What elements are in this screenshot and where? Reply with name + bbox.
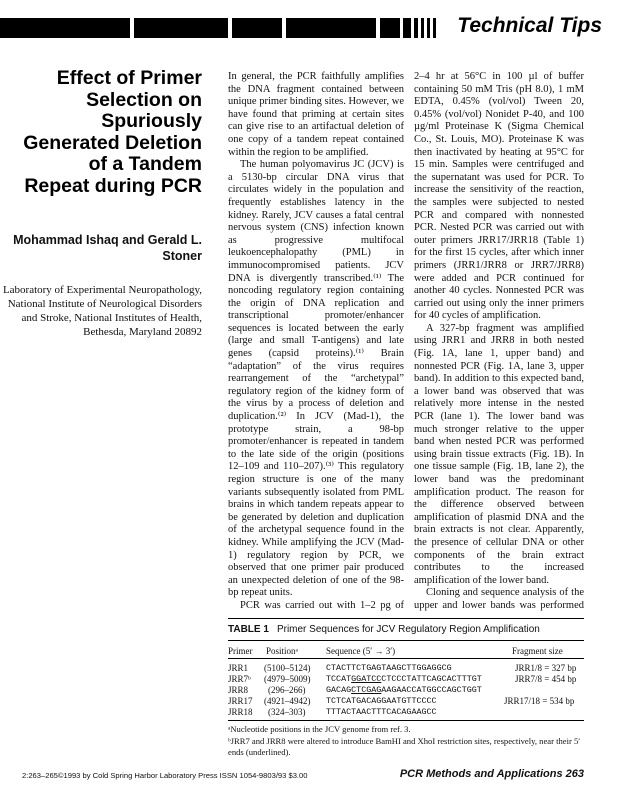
article-title: Effect of Primer Selection on Spuriously Generated Deletion of a Tandem Repeat during PCR xyxy=(23,67,202,197)
header-bar-block xyxy=(433,18,436,38)
body-column-1 xyxy=(228,71,404,611)
table-caption xyxy=(228,624,540,635)
table-cell-position: (5100–5124) xyxy=(264,663,311,673)
table-label: TABLE 1 xyxy=(228,624,269,635)
table-title: Primer Sequences for JCV Regulatory Region Amplification xyxy=(276,624,540,635)
header-bar-block xyxy=(380,18,400,38)
table-bottom-rule xyxy=(228,720,584,721)
journal-page-number: PCR Methods and Applications 263 xyxy=(399,768,584,780)
header-bar-block xyxy=(232,18,282,38)
table-cell-fragment-size: JRR17/18 = 534 bp xyxy=(504,696,575,706)
header-bar xyxy=(0,0,620,40)
affiliation: Laboratory of Experimental Neuropathology, National Institute of Neurological Disorders and Stroke, National Institutes of Health, Bethesda, Maryland 20892 xyxy=(2,284,202,338)
header-bar-block xyxy=(134,18,228,38)
table-cell-fragment-size: JRR7/8 = 454 bp xyxy=(515,674,577,684)
table-header-rule-bottom xyxy=(228,658,584,659)
authors: Mohammad Ishaq and Gerald L. Stoner xyxy=(13,233,202,263)
table-cell-fragment-size: JRR1/8 = 327 bp xyxy=(515,663,577,673)
header-bar-block xyxy=(421,18,424,38)
table-top-rule xyxy=(228,618,584,619)
header-bar-block xyxy=(414,18,418,38)
table-cell-primer: JRR7ᵇ xyxy=(228,674,251,684)
table-header-position: Positionᵃ xyxy=(266,646,298,656)
table-header-primer: Primer xyxy=(228,646,253,656)
table-cell-primer: JRR17 xyxy=(228,696,253,706)
table-header-rule-top xyxy=(228,640,584,641)
paragraph: 2–4 hr at 56°C in 100 µl of buffer containing 50 mM Tris (pH 8.0), 1 mM EDTA, 0.45% (vol/vol) Tween 20, 0.45% (vol/vol) Nonidet P-40, and 100 µg/ml Proteinase K (Sigma Chemical Co., St. Louis, MO). Proteinase K was then inactivated by heating at 95°C for 15 min. Samples were centrifuged and the supernatant was used for PCR. To increase the sensitivity of the reaction, the samples were subjected to nested PCR and compared with nonnested PCR. Nested PCR was carried out with outer primers JRR17/JRR18 (Table 1) for the first 15 cycles, after which inner primers (JRR1/JRR8 or JRR7/JRR8) were added and PCR continued for another 40 cycles. Nonnested PCR was carried out using only the inner primers for 40 cycles of amplification. xyxy=(414,71,584,322)
table-cell-primer: JRR1 xyxy=(228,663,249,673)
table-cell-sequence: CTACTTCTGAGTAAGCTTGGAGGCG xyxy=(326,663,452,673)
table-cell-primer: JRR8 xyxy=(228,685,249,695)
paragraph: The human polyomavirus JC (JCV) is a 5130-bp circular DNA virus that circulates widely in the population and frequently establishes latency in the kidney. Rarely, JCV causes a fatal central nervous system (CNS) infection known as progressive multifocal leukoencephalopathy (PML) in immunocompromised patients. JCV DNA is divergently transcribed.⁽¹⁾ The noncoding regulatory region containing the origin of DNA replication and transcriptional promoter/enhancer sequences is located between the early (large and small T-antigens) and late genes (capsid proteins).⁽¹⁾ Brain “adaptation” of the virus requires rearrangement of the “archetypal” regulatory region of the kidney form of the virus by a process of deletion and duplication.⁽²⁾ In JCV (Mad-1), the prototype strain, a 98-bp promoter/enhancer is repeated in tandem to the late side of the origin (positions 12–109 and 110–207).⁽³⁾ This regulatory region structure is one of the many variants subsequently isolated from PML brains in which tandem repeats appear to be generated by deletion and duplication of the archetypal sequence found in the kidney. While amplifying the JCV (Mad-1) regulatory region by PCR, we observed that one primer pair produced an unexpected deletion of one of the 98-bp repeat units. xyxy=(228,159,404,599)
table-cell-sequence: TCTCATGACAGGAATGTTCCCC xyxy=(326,696,437,706)
table-cell-sequence: TTTACTAACTTTCACAGAAGCC xyxy=(326,707,437,717)
copyright-line: 2:263–265©1993 by Cold Spring Harbor Laboratory Press ISSN 1054-9803/93 $3.00 xyxy=(22,771,308,780)
table-cell-position: (4921–4942) xyxy=(264,696,311,706)
paragraph: In general, the PCR faithfully amplifies the DNA fragment contained between unique primer binding sites. However, we have found that priming at certain sites can give rise to an artifactual deletion of one copy of a tandem repeat contained within the region to be amplified. xyxy=(228,71,404,158)
paragraph: A 327-bp fragment was amplified using JRR1 and JRR8 in both nested (Fig. 1A, lane 1, upper band) and nonnested PCR (Fig. 1A, lane 3, upper band). In addition to this expected band, a lower band was observed that was relatively more intense in the nested PCR (lane 1). The lower band was much stronger relative to the upper band when nested PCR was performed using brain tissue extracts (Fig. 1B). In one tissue sample (Fig. 1B, lane 2), the lower band was the predominant amplification product. The reason for the difference observed between amplification of plasmid DNA and the brain extracts is not clear. Apparently, the presence of cellular DNA or other components of the brain extract contributes to the increased amplification of the lower band. xyxy=(414,322,584,586)
section-label: Technical Tips xyxy=(457,14,602,37)
table-cell-sequence: GACAGCTCGAGAAGAACCATGGCCAGCTGGT xyxy=(326,685,482,695)
table-cell-sequence: TCCATGGATCCCTCCCTATTCAGCACTTTGT xyxy=(326,674,482,684)
table-cell-position: (4979–5009) xyxy=(264,674,311,684)
header-bar-block xyxy=(403,18,411,38)
table-cell-position: (324–303) xyxy=(268,707,306,717)
table-cell-position: (296–266) xyxy=(268,685,306,695)
table-header-sequence: Sequence (5′ → 3′) xyxy=(326,646,396,656)
body-column-2 xyxy=(414,71,584,611)
header-bar-block xyxy=(427,18,430,38)
table-footnote-a: ᵃNucleotide positions in the JCV genome from ref. 3. xyxy=(228,724,411,734)
header-bar-block xyxy=(286,18,376,38)
table-footnote-b: ᵇJRR7 and JRR8 were altered to introduce BamHI and XhoI restriction sites, respectively, near their 5′ ends (underlined). xyxy=(228,736,581,757)
table-header-fragment-size: Fragment size xyxy=(512,646,563,656)
header-bar-block xyxy=(0,18,130,38)
table-cell-primer: JRR18 xyxy=(228,707,253,717)
paragraph: PCR was carried out with 1–2 pg of xyxy=(240,599,404,611)
paragraph: Cloning and sequence analysis of the upper and lower bands was performed xyxy=(414,587,584,611)
